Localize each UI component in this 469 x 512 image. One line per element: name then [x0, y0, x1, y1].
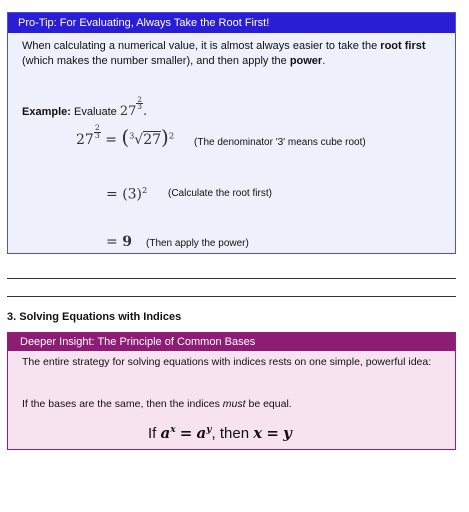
example-base: 27 [119, 103, 137, 119]
rule-rhs [197, 424, 212, 442]
section-heading: 3. Solving Equations with Indices [7, 311, 182, 323]
step3-note: (Then apply the power) [146, 238, 249, 249]
divider-top [7, 278, 456, 279]
rule-lhs-base: a [160, 424, 171, 442]
protip-intro [22, 39, 426, 69]
divider-bottom [7, 296, 456, 297]
step1-exp-den: 3 [94, 131, 100, 141]
example-expression: 27 $\frac{2}{3}$ . [119, 95, 148, 119]
example-exponent [136, 97, 143, 111]
step1-radical-sign: √ [134, 132, 144, 148]
insight-title: Deeper Insight: The Principle of Common Bases [8, 333, 455, 351]
step2-equals: = [106, 186, 118, 203]
rule-lhs [161, 424, 176, 442]
step1-note: (The denominator '3' means cube root) [194, 137, 366, 148]
example-label: Example: [22, 105, 71, 118]
example-exp-den: 3 [137, 102, 142, 112]
step1-equals: = [105, 132, 117, 148]
step1-exponent [94, 125, 101, 140]
rule-if: If [148, 425, 157, 442]
insight-line-1: The entire strategy for solving equations with indices rests on one simple, powerful idea: [22, 356, 432, 368]
protip-title: Pro-Tip: For Evaluating, Always Take the Root First! [8, 13, 455, 33]
step1-root-index: 3 [129, 131, 135, 141]
step1-radicand: 27 [143, 132, 162, 148]
step1-outer-exponent: 2 [168, 130, 175, 141]
step1-exp-num: 2 [94, 123, 100, 133]
protip-intro-text-1: When calculating a numerical value, it is almost always easier to take the [22, 40, 378, 52]
step1-close-paren: ) [161, 125, 169, 149]
rule-rhs-exponent: y [206, 425, 212, 435]
rule-lhs-exponent: x [170, 425, 176, 435]
step2-value: (3) [122, 186, 143, 203]
step1-open-paren: ( [121, 125, 130, 149]
step3-value: 9 [122, 234, 132, 250]
insight-line-2-emphasis: must [222, 398, 246, 410]
rule-equals-2: = [266, 424, 279, 442]
common-base-rule [148, 424, 292, 442]
rule-x: x [253, 424, 263, 442]
protip-intro-end: . [322, 55, 326, 67]
example-text: Evaluate [73, 105, 117, 118]
insight-line-2-start: If the bases are the same, then the indices [22, 398, 220, 410]
step2-exponent: 2 [142, 185, 148, 195]
step2-note: (Calculate the root first) [168, 188, 272, 199]
protip-intro-bold-1: root first [380, 40, 426, 52]
insight-line-2 [22, 397, 292, 412]
step3-equation [106, 234, 132, 250]
step2-equation [106, 185, 147, 203]
step3-equals: = [106, 234, 118, 250]
rule-rhs-base: a [196, 424, 207, 442]
rule-then: , then [211, 425, 250, 442]
example-exp-num: 2 [137, 95, 142, 104]
step1-base: 27 [76, 132, 94, 148]
rule-equals-1: = [179, 424, 193, 442]
protip-intro-bold-2: power [289, 55, 323, 67]
rule-y: y [283, 424, 292, 442]
insight-line-2-end: be equal. [248, 398, 292, 410]
protip-box [7, 12, 456, 254]
insight-box [7, 332, 456, 450]
step1-equation [76, 125, 174, 149]
example-line [22, 97, 147, 120]
protip-intro-text-2: (which makes the number smaller), and then apply the [22, 55, 287, 67]
